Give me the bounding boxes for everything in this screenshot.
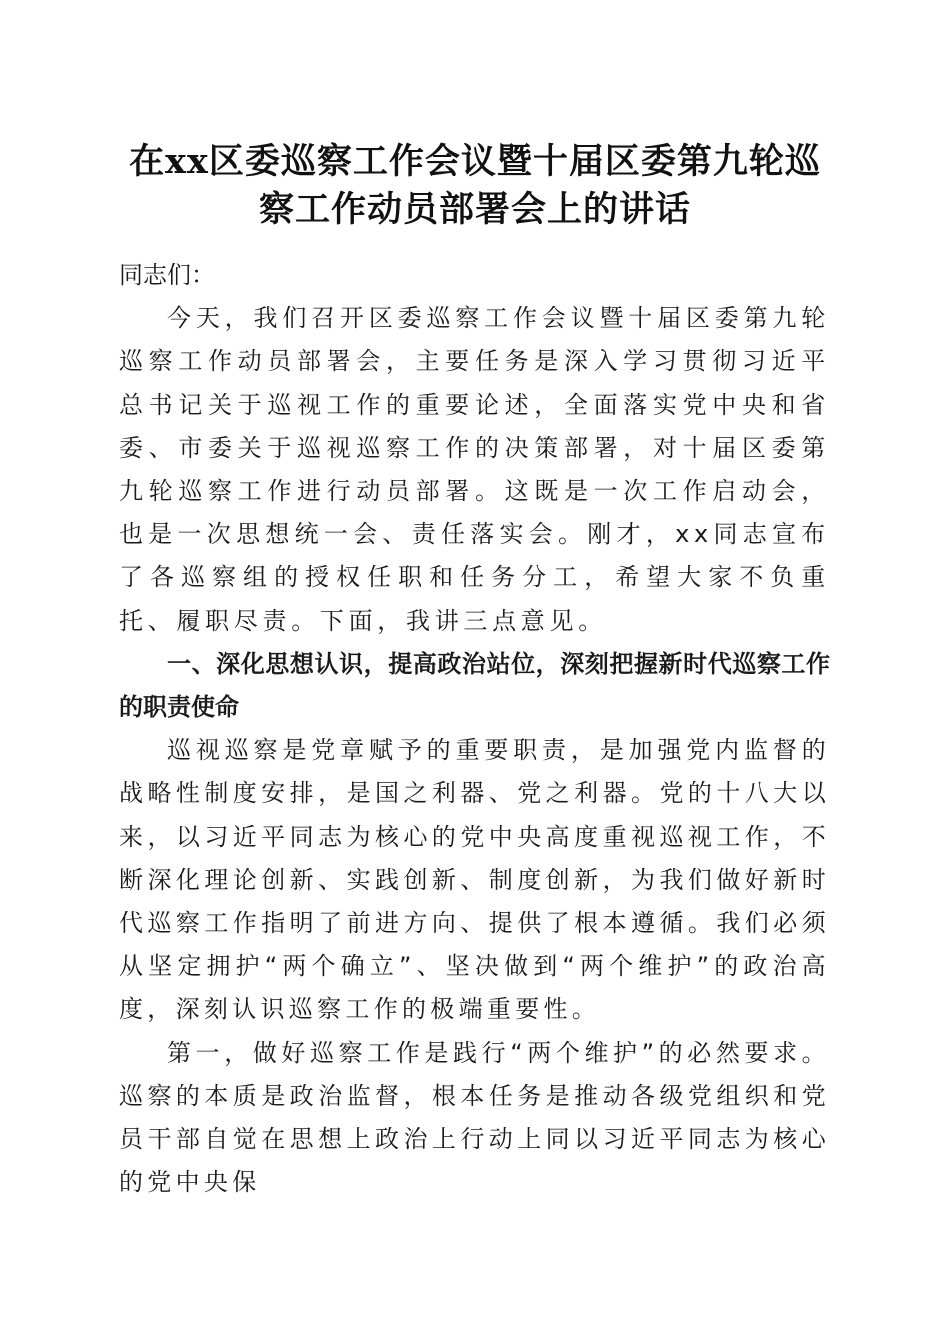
document-body bbox=[119, 254, 830, 1204]
paragraph-point-1: 第一，做好巡察工作是践行“两个维护”的必然要求。巡察的本质是政治监督，根本任务是推动各级党组织和党员干部自觉在思想上政治上行动上同以习近平同志为核心的党中央保 bbox=[119, 1038, 830, 1197]
title-line-2: 察工作动员部署会上的讲话 bbox=[258, 189, 691, 230]
salutation: 同志们： bbox=[119, 261, 215, 289]
section-heading-1: 一、深化思想认识，提高政治站位，深刻把握新时代巡察工作的职责使命 bbox=[119, 649, 830, 722]
title-line-1: 在xx区委巡察工作会议暨十届区委第九轮巡 bbox=[129, 141, 821, 182]
paragraph-opening: 今天，我们召开区委巡察工作会议暨十届区委第九轮巡察工作动员部署会，主要任务是深入学习贯彻习近平总书记关于巡视工作的重要论述，全面落实党中央和省委、市委关于巡视巡察工作的决策部署，对十届区委第九轮巡察工作进行动员部署。这既是一次工作启动会，也是一次思想统一会、责任落实会。刚才，xx同志宣布了各巡察组的授权任职和任务分工，希望大家不负重托、履职尽责。下面，我讲三点意见。 bbox=[119, 304, 830, 635]
document-title bbox=[100, 138, 850, 234]
paragraph-section-1: 巡视巡察是党章赋予的重要职责，是加强党内监督的战略性制度安排，是国之利器、党之利器。党的十八大以来，以习近平同志为核心的党中央高度重视巡视工作，不断深化理论创新、实践创新、制度创新，为我们做好新时代巡察工作指明了前进方向、提供了根本遵循。我们必须从坚定拥护“两个确立”、坚决做到“两个维护”的政治高度，深刻认识巡察工作的极端重要性。 bbox=[119, 736, 830, 1024]
